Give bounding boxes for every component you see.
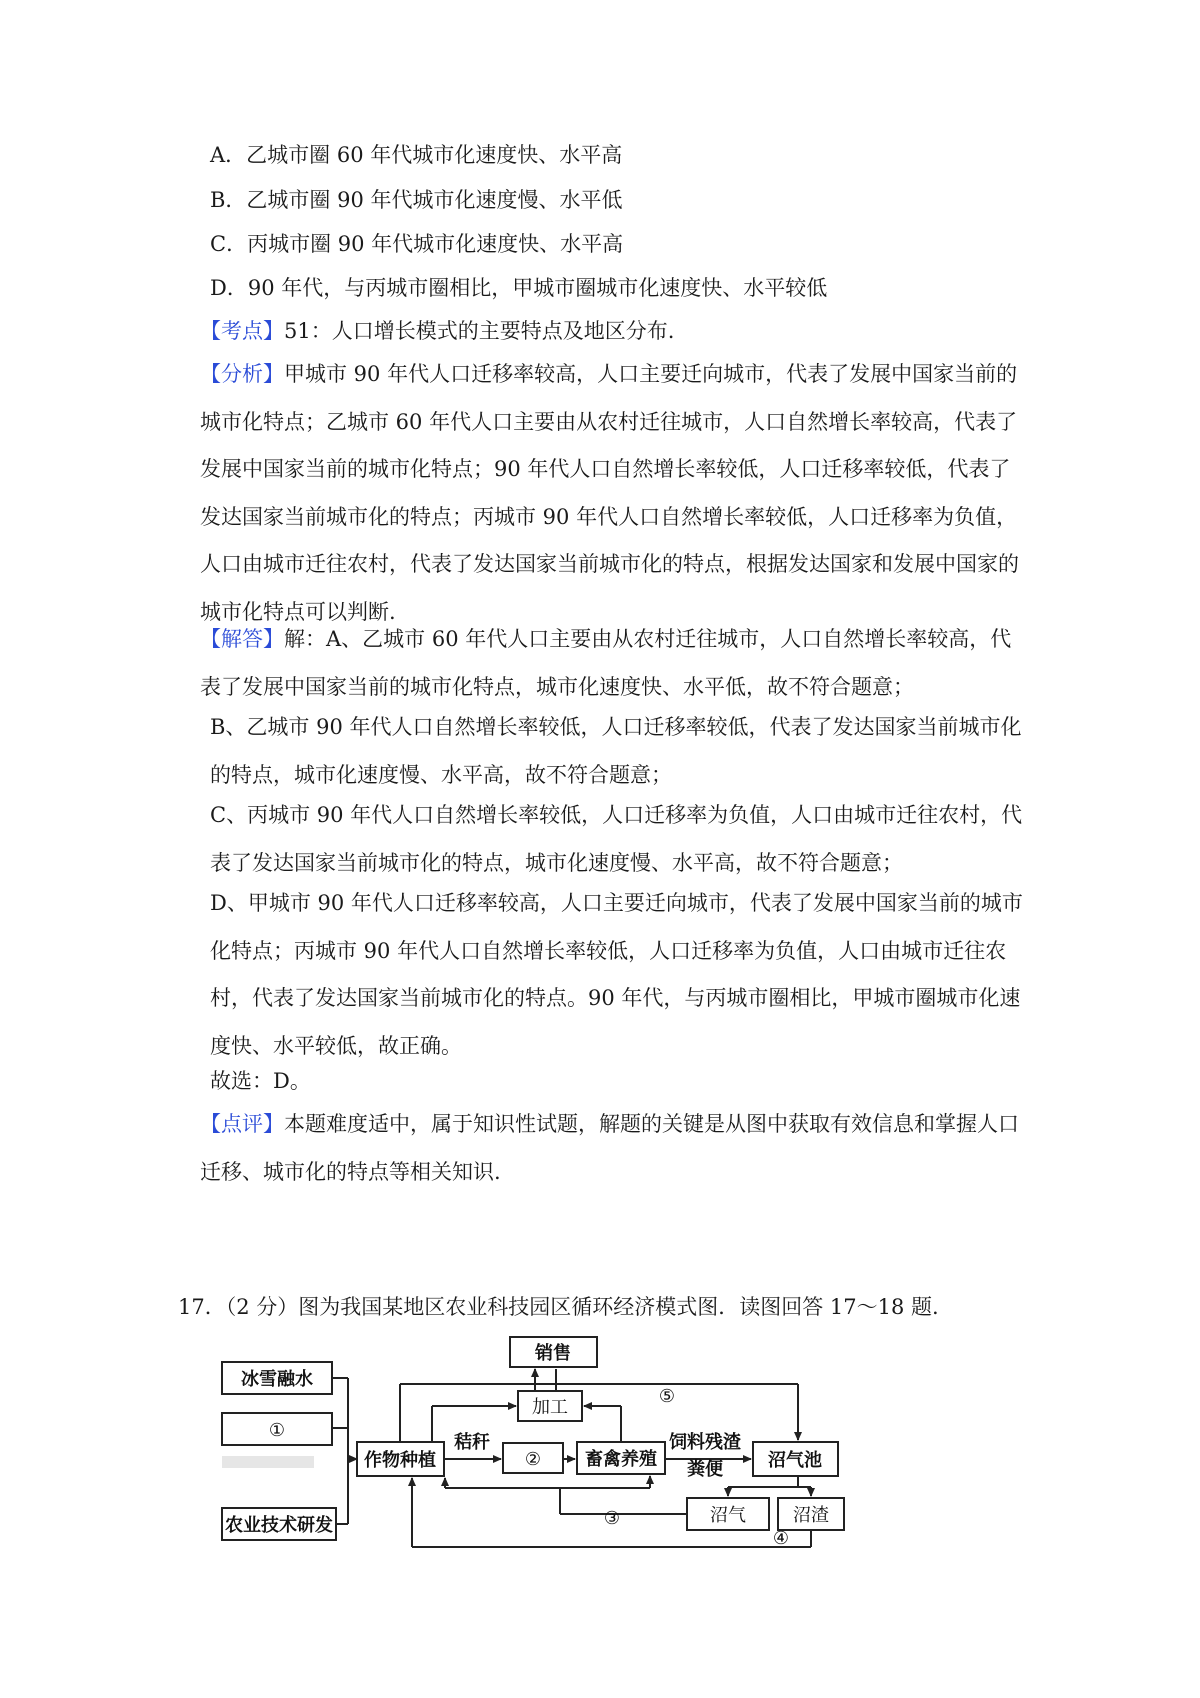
option-b: B．乙城市圈 90 年代城市化速度慢、水平低: [210, 188, 623, 212]
circle2-label: ②: [524, 1449, 542, 1470]
agri-rd-label: 农业技术研发: [225, 1515, 333, 1536]
box-process: [518, 1391, 582, 1421]
box-sales: [510, 1337, 597, 1367]
circle4-label: ④: [772, 1528, 790, 1549]
biogas-pool-label: 沼气池: [768, 1450, 822, 1471]
jieda-answer: 故选：D。: [210, 1069, 311, 1093]
dianping-text: 本题难度适中，属于知识性试题，解题的关键是从图中获取有效信息和掌握人口迁移、城市化的特点等相关知识.: [200, 1112, 1019, 1184]
feed-label: 饲料残渣: [669, 1432, 741, 1453]
jieda-c: C、丙城市 90 年代人口自然增长率较低，人口迁移率为负值，人口由城市迁往农村，代表了发达国家当前城市化的特点，城市化速度慢、水平高，故不符合题意；: [210, 803, 1023, 875]
kaodian-text: 51：人口增长模式的主要特点及地区分布.: [284, 319, 675, 343]
question-17: 17．（2 分）图为我国某地区农业科技园区循环经济模式图．读图回答 17～18 题.: [178, 1295, 939, 1319]
jieda-b: B、乙城市 90 年代人口自然增长率较低，人口迁移率较低，代表了发达国家当前城市化的特点，城市化速度慢、水平高，故不符合题意；: [210, 715, 1022, 787]
box-circle1: [222, 1413, 332, 1445]
box-circle2: [503, 1443, 563, 1473]
box-snowmelt: [222, 1362, 332, 1394]
livestock-label: 畜禽养殖: [585, 1449, 657, 1470]
option-c: C．丙城市圈 90 年代城市化速度快、水平高: [210, 232, 624, 256]
box-biogas-residue: [778, 1498, 844, 1530]
fenxi-text: 甲城市 90 年代人口迁移率较高，人口主要迁向城市，代表了发展中国家当前的城市化特点；乙城市 60 年代人口主要由从农村迁往城市，人口自然增长率较高，代表了发展中国家当前的城市化特点；90 年代人口自然增长率较低，人口迁移率较低，代表了发达国家当前城市化的特点；丙城市 90 年代人口自然增长率较低，人口迁移率为负值，人口由城市迁往农村，代表了发达国家当前城市化的特点，根据发达国家和发展中国家的城市化特点可以判断.: [200, 362, 1019, 624]
kaodian-block: [200, 316, 674, 346]
box-biogas-pool: [753, 1442, 838, 1476]
sales-label: 销售: [535, 1343, 571, 1364]
fenxi-block: [200, 351, 1025, 636]
option-a: A．乙城市圈 60 年代城市化速度快、水平高: [210, 143, 623, 167]
circle1-label: ①: [268, 1420, 286, 1441]
jieda-text-a: 解：A、乙城市 60 年代人口主要由从农村迁往城市，人口自然增长率较高，代表了发展中国家当前的城市化特点，城市化速度快、水平低，故不符合题意；: [200, 627, 1012, 699]
box-agri-rd: [222, 1508, 336, 1540]
biogas-residue-label: 沼渣: [793, 1505, 829, 1526]
smudge-mark: [222, 1456, 314, 1468]
circle5-label: ⑤: [658, 1386, 676, 1407]
jieda-tag: 【解答】: [200, 627, 284, 651]
dianping-block: [200, 1101, 1025, 1196]
box-livestock: [577, 1442, 665, 1474]
circle3-label: ③: [603, 1508, 621, 1529]
jieda-d: D、甲城市 90 年代人口迁移率较高，人口主要迁向城市，代表了发展中国家当前的城市化特点；丙城市 90 年代人口自然增长率较低，人口迁移率为负值，人口由城市迁往农村，代表了发达国家当前城市化的特点。90 年代，与丙城市圈相比，甲城市圈城市化速度快、水平较低，故正确。: [210, 891, 1023, 1058]
snowmelt-label: 冰雪融水: [241, 1369, 313, 1390]
kaodian-tag: 【考点】: [200, 319, 284, 343]
option-d: D．90 年代，与丙城市圈相比，甲城市圈城市化速度快、水平较低: [210, 276, 828, 300]
box-biogas: [687, 1498, 769, 1530]
process-label: 加工: [532, 1397, 568, 1418]
manure-label: 粪便: [687, 1459, 723, 1480]
biogas-label: 沼气: [710, 1505, 746, 1526]
dianping-tag: 【点评】: [200, 1112, 284, 1136]
crop-label: 作物种植: [364, 1450, 436, 1471]
box-crop: [357, 1442, 444, 1476]
jieda-block: [200, 616, 1025, 711]
straw-label: 秸秆: [454, 1432, 490, 1453]
fenxi-tag: 【分析】: [200, 362, 284, 386]
